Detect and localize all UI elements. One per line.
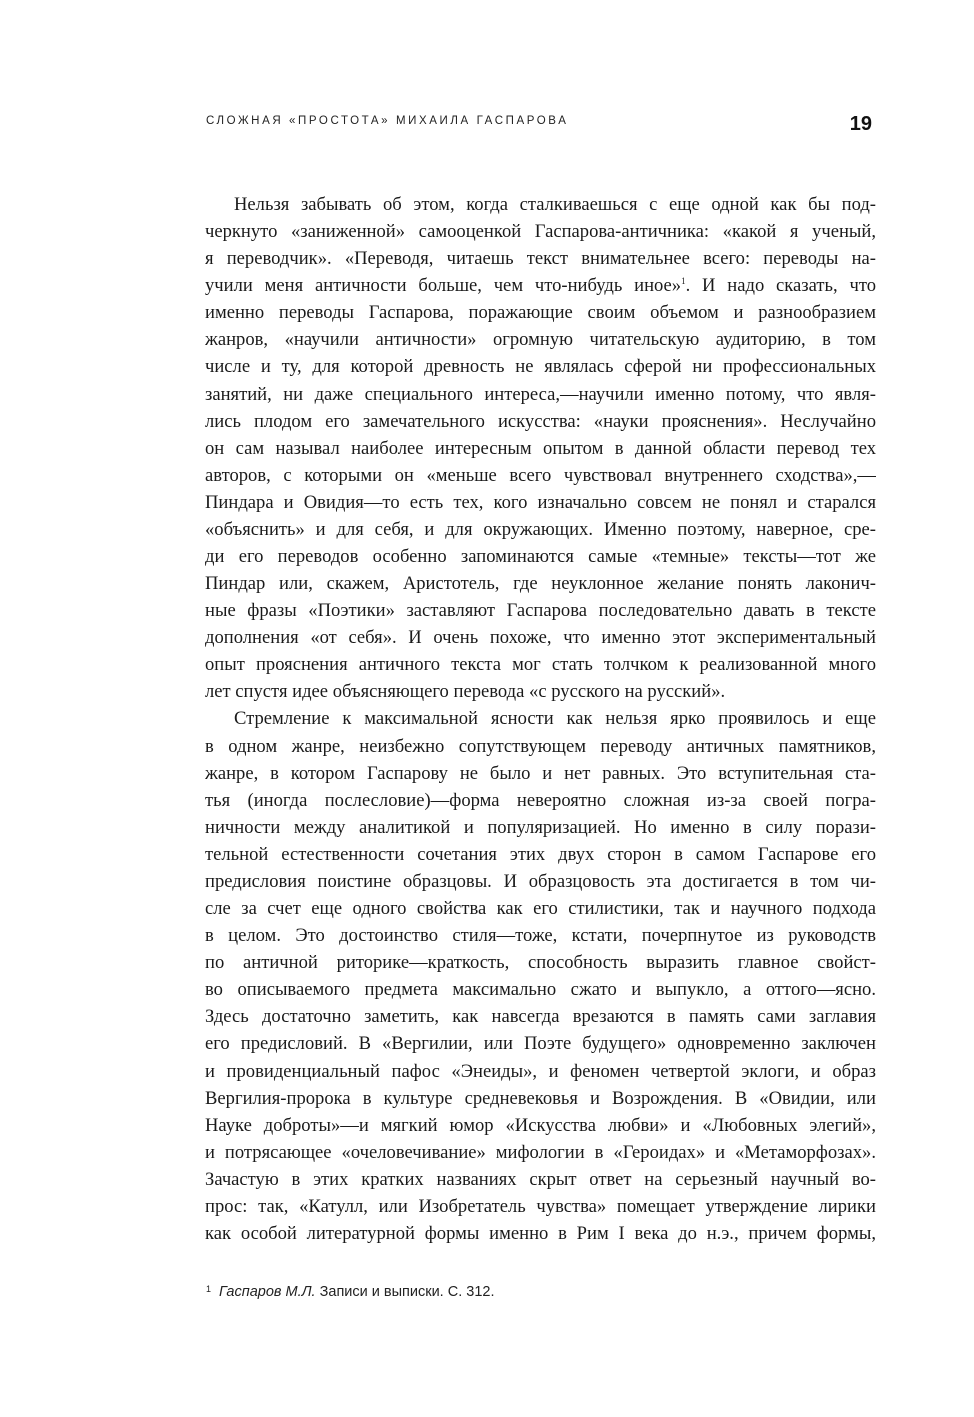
text-line: жанров, «научили античности» огромную читательскую аудиторию, в том [205,329,876,351]
footnote [206,1284,494,1300]
footnote-text: Записи и выписки. С. 312. [315,1284,495,1300]
footnote-mark: 1 [206,1284,212,1294]
text-line: жанре, в котором Гаспарову не было и нет равных. Это вступительная ста- [205,762,876,784]
text-line: в одном жанре, неизбежно сопутствующем переводу античных памятников, [205,735,876,757]
text-line: и потрясающее «очеловечивание» мифологии в «Героидах» и «Метаморфозах». [205,1141,876,1163]
text-line: тья (иногда послесловие)—форма невероятно сложная из-за своей погра- [205,789,876,811]
text-line: авторов, с которыми он «меньше всего чувствовал внутреннего сходства»,— [205,464,876,486]
text-line: Нельзя забывать об этом, когда сталкиваешься с еще одной как бы под- [234,194,876,215]
text-line: его предисловий. В «Вергилии, или Поэте будущего» одновременно заключен [205,1033,876,1055]
text-line: Пиндара и Овидия—то есть тех, кого изначально совсем не понял и старался [205,491,876,513]
text-fragment: . И надо сказать, что [685,275,876,297]
body-text [205,191,876,1247]
running-head: СЛОЖНАЯ «ПРОСТОТА» МИХАИЛА ГАСПАРОВА [206,115,569,127]
text-line: лет спустя идее объясняющего перевода «с русского на русский». [205,681,726,703]
text-line: черкнуто «заниженной» самооценкой Гаспарова-античника: «какой я ученый, [205,221,876,243]
footnote-reference: 1 [681,276,686,287]
text-line: сле за счет еще одного свойства как его стилистики, так и научного подхода [205,898,876,920]
text-line: в целом. Это достоинство стиля—тоже, кстати, почерпнутое из руководств [205,925,876,947]
text-line: ные фразы «Поэтики» заставляют Гаспарова последовательно давать в тексте [205,600,876,622]
text-line: по античной риторике—краткость, способность выразить главное свойст- [205,952,876,974]
text-line: Науке доброты»—и мягкий юмор «Искусства любви» и «Любовных элегий», [205,1114,876,1136]
text-fragment: учили меня античности больше, чем что-нибудь иное» [205,275,682,297]
text-line: ди его переводов особенно запоминаются самые «темные» тексты—тот же [205,546,876,568]
text-line: Стремление к максимальной ясности как нельзя ярко проявилось и еще [234,708,876,730]
text-line: опыт прояснения античного текста мог стать толчком к реализованной много [205,654,876,676]
text-line: занятий, ни даже специального интереса,—научили именно потому, что явля- [205,383,876,405]
text-line: он сам называл наиболее интересным опытом в данной области перевод тех [205,437,876,459]
text-line: лись плодом его замечательного искусства: «науки прояснения». Неслучайно [205,410,876,432]
text-line: во описываемого предмета максимально сжато и выпукло, а оттого—ясно. [205,979,876,1001]
text-line: Зачастую в этих кратких названиях скрыт ответ на серьезный научный во- [205,1168,876,1190]
text-line: именно переводы Гаспарова, поражающие своим объемом и разнообразием [205,302,876,324]
text-line: числе и ту, для которой древность не являлась сферой ни профессиональных [205,356,876,378]
text-line: Вергилия-пророка в культуре средневековья и Возрождения. В «Овидии, или [205,1087,876,1109]
footnote-author: Гаспаров М.Л. [219,1284,316,1300]
text-line: ничности между аналитикой и популяризацией. Но именно в силу порази- [205,816,876,838]
text-line [205,272,876,299]
text-line: прос: так, «Катулл, или Изобретатель чувства» помещает утверждение лирики [205,1195,876,1217]
text-line: тельной естественности сочетания этих двух сторон в самом Гаспарове его [205,843,876,865]
page-number: 19 [849,113,872,135]
text-line: «объяснить» и для себя, и для окружающих. Именно поэтому, наверное, сре- [205,518,876,540]
text-line: предисловия поистине образцовы. И образцовость эта достигается в том чи- [205,870,876,892]
text-line: как особой литературной формы именно в Рим I века до н.э., причем формы, [205,1222,876,1244]
text-line: Пиндар или, скажем, Аристотель, где неуклонное желание понять лаконич- [205,573,876,595]
text-line: и провиденциальный пафос «Энеиды», и феномен четвертой эклоги, и образ [205,1060,876,1082]
text-line: дополнения «от себя». И очень похоже, что именно этот экспериментальный [205,627,876,649]
text-line: Здесь достаточно заметить, как навсегда врезаются в память сами заглавия [205,1006,876,1028]
text-line: я переводчик». «Переводя, читаешь текст внимательнее всего: переводы на- [205,248,876,270]
